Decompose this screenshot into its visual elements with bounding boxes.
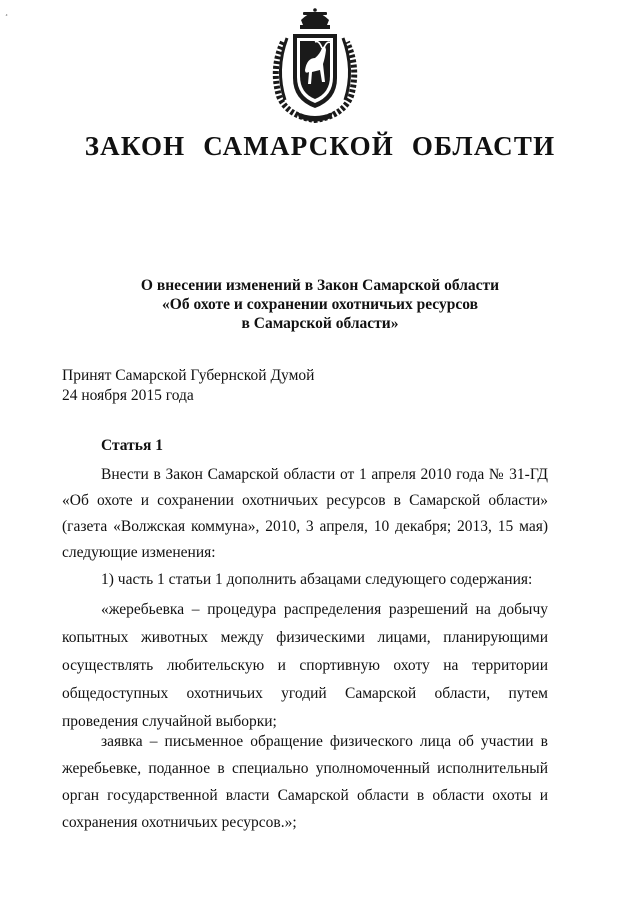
subject-line: «Об охоте и сохранении охотничьих ресурсов [162,296,478,313]
subject-line: в Самарской области» [241,315,399,332]
article-paragraph: 1) часть 1 статьи 1 дополнить абзацами следующего содержания: [101,571,533,588]
adoption-body: Принят Самарской Губернской Думой [62,367,315,384]
coat-of-arms-icon [265,8,365,126]
article-heading: Статья 1 [101,437,163,454]
law-subject [0,276,640,333]
adoption-date: 24 ноября 2015 года [62,387,194,404]
subject-line: О внесении изменений в Закон Самарской области [140,277,500,294]
adoption-note [62,366,314,406]
article-paragraph: Внести в Закон Самарской области от 1 апреля 2010 года № 31-ГД «Об охоте и сохранении охотничьих ресурсов в Самарской области» (газета «Волжская коммуна», 2010, 3 апреля, 10 декабря; 2013, 15 мая) следующие изменения: [62,466,548,561]
scan-margin-mark: ¸ [5,6,8,16]
law-title: ЗАКОН САМАРСКОЙ ОБЛАСТИ [84,131,556,161]
article-paragraph: заявка – письменное обращение физического лица об участии в жеребьевке, поданное в специально уполномоченный исполнительный орган государственной власти Самарской области в области охоты и сохранения охотничьих ресурсов.»; [62,733,548,831]
article-paragraph: «жеребьевка – процедура распределения разрешений на добычу копытных животных между физическими лицами, планирующими осуществлять любительскую и спортивную охоту на территории общедоступных охотничьих угодий Самарской области, путем проведения случайной выборки; [62,601,548,730]
